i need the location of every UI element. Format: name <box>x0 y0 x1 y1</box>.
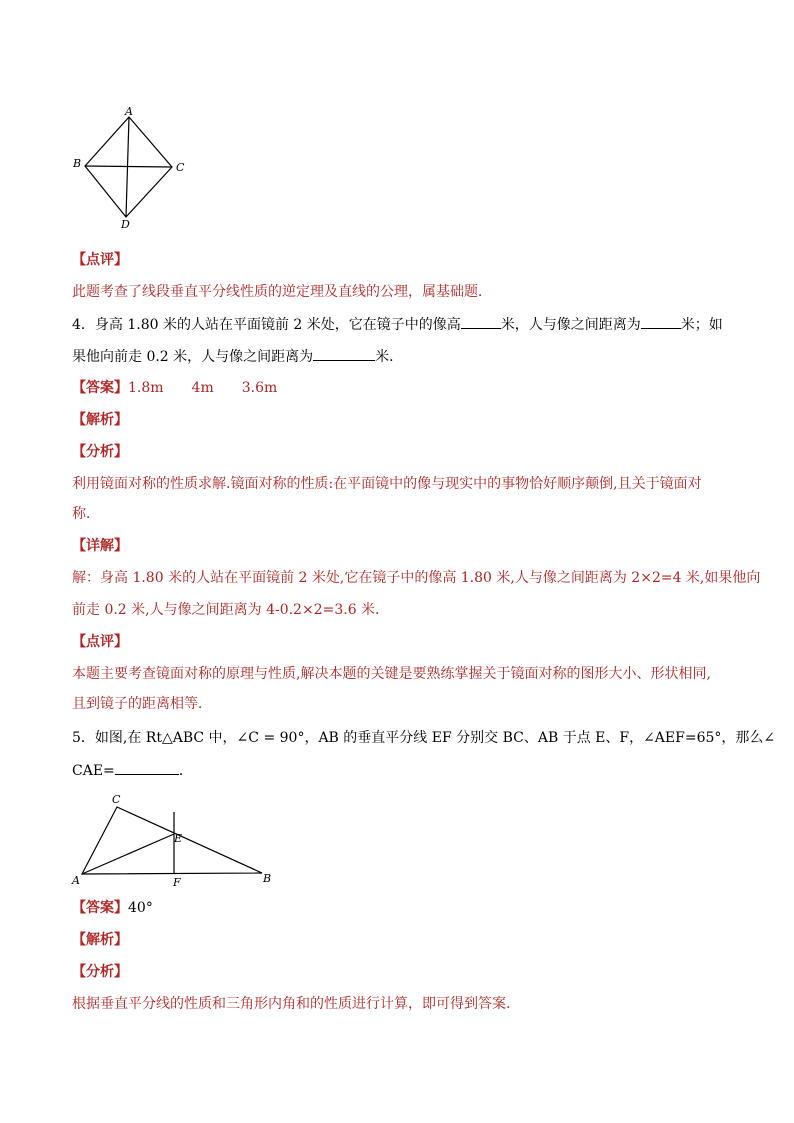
q4-blank-2[interactable] <box>641 314 681 329</box>
q4-text-e: 米． <box>375 349 404 365</box>
comment-text-1: 此题考查了线段垂直平分线性质的逆定理及直线的公理，属基础题． <box>72 284 492 300</box>
label-a: A <box>125 105 133 118</box>
comment-line-1: 本题主要考查镜面对称的原理与性质,解决本题的关键是要熟练掌握关于镜面对称的图形大小、形状相同, <box>72 666 711 682</box>
detail-line-1: 解：身高 1.80 米的人站在平面镜前 2 米处,它在镜子中的像高 1.80 米,人与像之间距离为 2×2=4 米,如果他向 <box>72 570 761 586</box>
q4-blank-3[interactable] <box>313 346 375 361</box>
q5-line-2 <box>72 760 183 781</box>
q5-line-1: 5．如图,在 Rt△ABC 中，∠C = 90°，AB 的垂直平分线 EF 分别交 BC、AB 于点 E、F，∠AEF=65°，那么∠ <box>72 730 776 746</box>
detail-line-2: 前走 0.2 米,人与像之间距离为 4-0.2×2=3.6 米． <box>72 602 390 618</box>
label-d: D <box>121 218 130 231</box>
answer-value: 40° <box>128 900 153 916</box>
q5-text-b: . <box>178 763 184 779</box>
q4-line-2 <box>72 346 403 367</box>
fenxi-heading-2: 【分析】 <box>72 964 128 980</box>
comment-heading-1: 【点评】 <box>72 252 128 268</box>
q5-blank[interactable] <box>115 760 179 775</box>
label-b2: B <box>263 872 272 885</box>
analysis-heading: 【解析】 <box>72 412 128 428</box>
fenxi-line-2: 称． <box>72 506 100 522</box>
fenxi-line-1: 利用镜面对称的性质求解.镜面对称的性质:在平面镜中的像与现实中的事物恰好顺序颠倒,且关于镜面对 <box>72 476 702 492</box>
triangle-diagram <box>70 790 280 892</box>
answer-value-3: 3.6m <box>241 380 278 396</box>
q4-line-1 <box>72 314 723 335</box>
fenxi-heading: 【分析】 <box>72 444 128 460</box>
q4-text-d: 果他向前走 0.2 米，人与像之间距离为 <box>72 349 314 365</box>
fenxi-text-2: 根据垂直平分线的性质和三角形内角和的性质进行计算，即可得到答案. <box>72 996 511 1012</box>
answer-heading: 【答案】 <box>72 380 128 396</box>
q4-text-a: 4．身高 1.80 米的人站在平面镜前 2 米处，它在镜子中的像高 <box>72 317 461 333</box>
label-b: B <box>73 157 82 170</box>
label-a2: A <box>72 874 80 887</box>
q5-text-a: CAE= <box>72 763 115 779</box>
label-e: E <box>174 832 183 845</box>
rhombus-diagram <box>70 104 200 232</box>
q4-blank-1[interactable] <box>461 314 501 329</box>
q4-answer <box>72 378 277 398</box>
label-c2: C <box>112 793 121 806</box>
comment-line-2: 且到镜子的距离相等． <box>72 696 212 712</box>
q4-text-c: 米；如 <box>680 317 723 333</box>
comment-heading-2: 【点评】 <box>72 634 128 650</box>
answer-value-2: 4m <box>191 380 214 396</box>
label-c: C <box>176 161 185 174</box>
label-f: F <box>173 876 181 889</box>
answer-heading: 【答案】 <box>72 900 128 916</box>
q4-text-b: 米，人与像之间距离为 <box>500 317 641 333</box>
detail-heading: 【详解】 <box>72 538 128 554</box>
q5-answer <box>72 898 153 918</box>
answer-value-1: 1.8m <box>128 380 164 396</box>
analysis-heading-2: 【解析】 <box>72 932 128 948</box>
